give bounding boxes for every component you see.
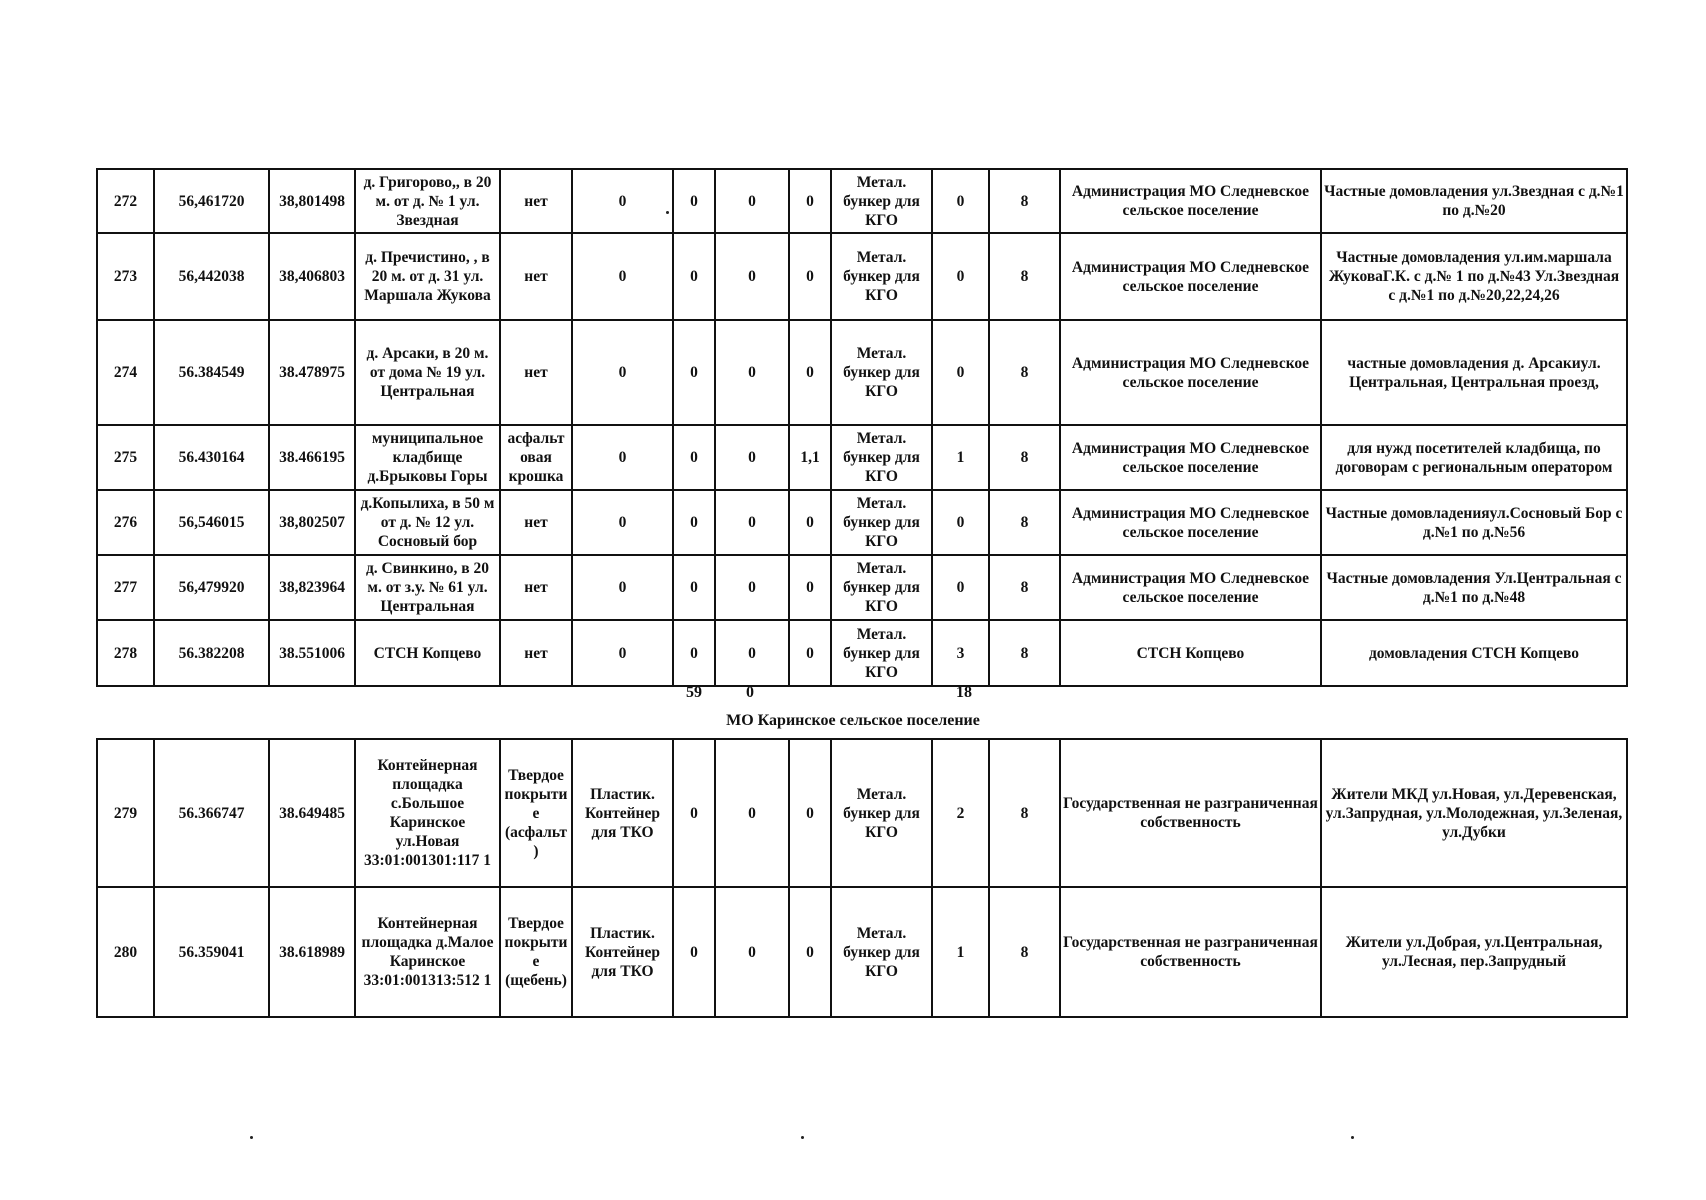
latitude-cell: 56.366747 <box>154 739 269 887</box>
count-2-cell: 0 <box>673 739 715 887</box>
count-2-cell: 0 <box>673 887 715 1017</box>
address-cell: Контейнерная площадка с.Большое Каринское ул.Новая 33:01:001301:117 1 <box>355 739 500 887</box>
count-3-cell: 0 <box>715 490 789 555</box>
address-cell: д.Копылиха, в 50 м от д. № 12 ул. Сосновый бор <box>355 490 500 555</box>
count-2-cell: 0 <box>673 233 715 320</box>
served-objects-cell: для нужд посетителей кладбища, по договорам с региональным оператором <box>1321 425 1627 490</box>
registry-table-bottom <box>96 738 1628 1018</box>
table-row <box>97 555 1627 620</box>
count-5-cell: 1 <box>932 425 989 490</box>
stray-dot <box>666 211 669 214</box>
table-row <box>97 490 1627 555</box>
count-4-cell: 0 <box>789 620 831 686</box>
table-row <box>97 620 1627 686</box>
bunker-type-cell: Метал. бункер для КГО <box>831 490 932 555</box>
table-row <box>97 425 1627 490</box>
latitude-cell: 56,442038 <box>154 233 269 320</box>
served-objects-cell: Частные домовладенияул.Сосновый Бор с д.№1 по д.№56 <box>1321 490 1627 555</box>
latitude-cell: 56,479920 <box>154 555 269 620</box>
served-objects-cell: Частные домовладения Ул.Центральная с д.№1 по д.№48 <box>1321 555 1627 620</box>
scan-speck <box>801 1136 804 1139</box>
row-number-cell: 279 <box>97 739 154 887</box>
count-4-cell: 0 <box>789 887 831 1017</box>
bunker-type-cell: Метал. бункер для КГО <box>831 739 932 887</box>
total-c: 18 <box>956 684 972 701</box>
table-row <box>97 320 1627 425</box>
longitude-cell: 38.478975 <box>269 320 355 425</box>
served-objects-cell: Частные домовладения ул.им.маршала ЖуковаГ.К. с д.№ 1 по д.№43 Ул.Звездная с д.№1 по д.№20,22,24,26 <box>1321 233 1627 320</box>
surface-cell: нет <box>500 233 572 320</box>
longitude-cell: 38.551006 <box>269 620 355 686</box>
owner-cell: Государственная не разграниченная собственность <box>1060 887 1321 1017</box>
count-6-cell: 8 <box>989 425 1060 490</box>
owner-cell: Администрация МО Следневское сельское поселение <box>1060 320 1321 425</box>
longitude-cell: 38,802507 <box>269 490 355 555</box>
address-cell: СТСН Копцево <box>355 620 500 686</box>
owner-cell: Администрация МО Следневское сельское поселение <box>1060 425 1321 490</box>
count-3-cell: 0 <box>715 739 789 887</box>
count-4-cell: 0 <box>789 490 831 555</box>
count-4-cell: 0 <box>789 320 831 425</box>
count-2-cell: 0 <box>673 320 715 425</box>
latitude-cell: 56.359041 <box>154 887 269 1017</box>
count-1-cell: Пластик. Контейнер для ТКО <box>572 739 673 887</box>
count-6-cell: 8 <box>989 739 1060 887</box>
count-5-cell: 0 <box>932 320 989 425</box>
served-objects-cell: Жители МКД ул.Новая, ул.Деревенская, ул.Запрудная, ул.Молодежная, ул.Зеленая, ул.Дубки <box>1321 739 1627 887</box>
count-6-cell: 8 <box>989 169 1060 233</box>
surface-cell: асфальт овая крошка <box>500 425 572 490</box>
owner-cell: Государственная не разграниченная собственность <box>1060 739 1321 887</box>
owner-cell: Администрация МО Следневское сельское поселение <box>1060 169 1321 233</box>
count-3-cell: 0 <box>715 620 789 686</box>
served-objects-cell: частные домовладения д. Арсакиул. Центральная, Центральная проезд, <box>1321 320 1627 425</box>
owner-cell: СТСН Копцево <box>1060 620 1321 686</box>
served-objects-cell: Частные домовладения ул.Звездная с д.№1 по д.№20 <box>1321 169 1627 233</box>
registry-table-top <box>96 168 1628 687</box>
count-6-cell: 8 <box>989 620 1060 686</box>
count-5-cell: 2 <box>932 739 989 887</box>
owner-cell: Администрация МО Следневское сельское поселение <box>1060 233 1321 320</box>
longitude-cell: 38.618989 <box>269 887 355 1017</box>
bunker-type-cell: Метал. бункер для КГО <box>831 233 932 320</box>
row-number-cell: 273 <box>97 233 154 320</box>
count-3-cell: 0 <box>715 233 789 320</box>
address-cell: д. Свинкинo, в 20 м. от з.у. № 61 ул. Центральная <box>355 555 500 620</box>
table-row <box>97 739 1627 887</box>
address-cell: д. Пречистино, , в 20 м. от д. 31 ул. Маршала Жукова <box>355 233 500 320</box>
latitude-cell: 56,546015 <box>154 490 269 555</box>
count-1-cell: 0 <box>572 620 673 686</box>
count-5-cell: 3 <box>932 620 989 686</box>
count-1-cell: Пластик. Контейнер для ТКО <box>572 887 673 1017</box>
count-1-cell: 0 <box>572 490 673 555</box>
count-4-cell: 0 <box>789 233 831 320</box>
bunker-type-cell: Метал. бункер для КГО <box>831 555 932 620</box>
count-3-cell: 0 <box>715 320 789 425</box>
count-5-cell: 1 <box>932 887 989 1017</box>
count-1-cell: 0 <box>572 425 673 490</box>
surface-cell: нет <box>500 169 572 233</box>
count-3-cell: 0 <box>715 169 789 233</box>
longitude-cell: 38,406803 <box>269 233 355 320</box>
row-number-cell: 277 <box>97 555 154 620</box>
count-6-cell: 8 <box>989 490 1060 555</box>
bunker-type-cell: Метал. бункер для КГО <box>831 620 932 686</box>
count-5-cell: 0 <box>932 169 989 233</box>
owner-cell: Администрация МО Следневское сельское поселение <box>1060 490 1321 555</box>
row-number-cell: 272 <box>97 169 154 233</box>
count-6-cell: 8 <box>989 887 1060 1017</box>
section-title: МО Каринское сельское поселение <box>726 712 980 729</box>
count-2-cell: 0 <box>673 169 715 233</box>
longitude-cell: 38.466195 <box>269 425 355 490</box>
latitude-cell: 56.382208 <box>154 620 269 686</box>
table-row <box>97 887 1627 1017</box>
count-2-cell: 0 <box>673 555 715 620</box>
served-objects-cell: Жители ул.Добрая, ул.Центральная, ул.Лесная, пер.Запрудный <box>1321 887 1627 1017</box>
surface-cell: нет <box>500 620 572 686</box>
scan-speck <box>250 1136 253 1139</box>
surface-cell: нет <box>500 555 572 620</box>
surface-cell: Твердое покрыти е (щебень) <box>500 887 572 1017</box>
count-1-cell: 0 <box>572 233 673 320</box>
latitude-cell: 56.384549 <box>154 320 269 425</box>
count-5-cell: 0 <box>932 555 989 620</box>
count-2-cell: 0 <box>673 490 715 555</box>
count-5-cell: 0 <box>932 490 989 555</box>
served-objects-cell: домовладения СТСН Копцево <box>1321 620 1627 686</box>
bunker-type-cell: Метал. бункер для КГО <box>831 425 932 490</box>
bunker-type-cell: Метал. бункер для КГО <box>831 320 932 425</box>
count-6-cell: 8 <box>989 233 1060 320</box>
count-4-cell: 0 <box>789 555 831 620</box>
count-6-cell: 8 <box>989 320 1060 425</box>
row-number-cell: 274 <box>97 320 154 425</box>
count-1-cell: 0 <box>572 320 673 425</box>
address-cell: д. Арсаки, в 20 м. от дома № 19 ул. Центральная <box>355 320 500 425</box>
table-row <box>97 169 1627 233</box>
count-1-cell: 0 <box>572 169 673 233</box>
count-5-cell: 0 <box>932 233 989 320</box>
latitude-cell: 56.430164 <box>154 425 269 490</box>
total-b: 0 <box>746 684 754 701</box>
count-2-cell: 0 <box>673 425 715 490</box>
bunker-type-cell: Метал. бункер для КГО <box>831 169 932 233</box>
count-4-cell: 1,1 <box>789 425 831 490</box>
address-cell: муниципальное кладбище д.Брыковы Горы <box>355 425 500 490</box>
surface-cell: нет <box>500 490 572 555</box>
count-3-cell: 0 <box>715 887 789 1017</box>
row-number-cell: 276 <box>97 490 154 555</box>
count-4-cell: 0 <box>789 169 831 233</box>
longitude-cell: 38,823964 <box>269 555 355 620</box>
row-number-cell: 278 <box>97 620 154 686</box>
latitude-cell: 56,461720 <box>154 169 269 233</box>
address-cell: д. Григорово,, в 20 м. от д. № 1 ул. Звездная <box>355 169 500 233</box>
bunker-type-cell: Метал. бункер для КГО <box>831 887 932 1017</box>
count-4-cell: 0 <box>789 739 831 887</box>
address-cell: Контейнерная площадка д.Малое Каринское 33:01:001313:512 1 <box>355 887 500 1017</box>
row-number-cell: 280 <box>97 887 154 1017</box>
longitude-cell: 38,801498 <box>269 169 355 233</box>
count-3-cell: 0 <box>715 425 789 490</box>
count-2-cell: 0 <box>673 620 715 686</box>
count-1-cell: 0 <box>572 555 673 620</box>
scan-speck <box>1351 1136 1354 1139</box>
surface-cell: Твердое покрыти е (асфальт ) <box>500 739 572 887</box>
longitude-cell: 38.649485 <box>269 739 355 887</box>
surface-cell: нет <box>500 320 572 425</box>
table-row <box>97 233 1627 320</box>
count-3-cell: 0 <box>715 555 789 620</box>
row-number-cell: 275 <box>97 425 154 490</box>
total-a: 59 <box>686 684 702 701</box>
count-6-cell: 8 <box>989 555 1060 620</box>
owner-cell: Администрация МО Следневское сельское поселение <box>1060 555 1321 620</box>
